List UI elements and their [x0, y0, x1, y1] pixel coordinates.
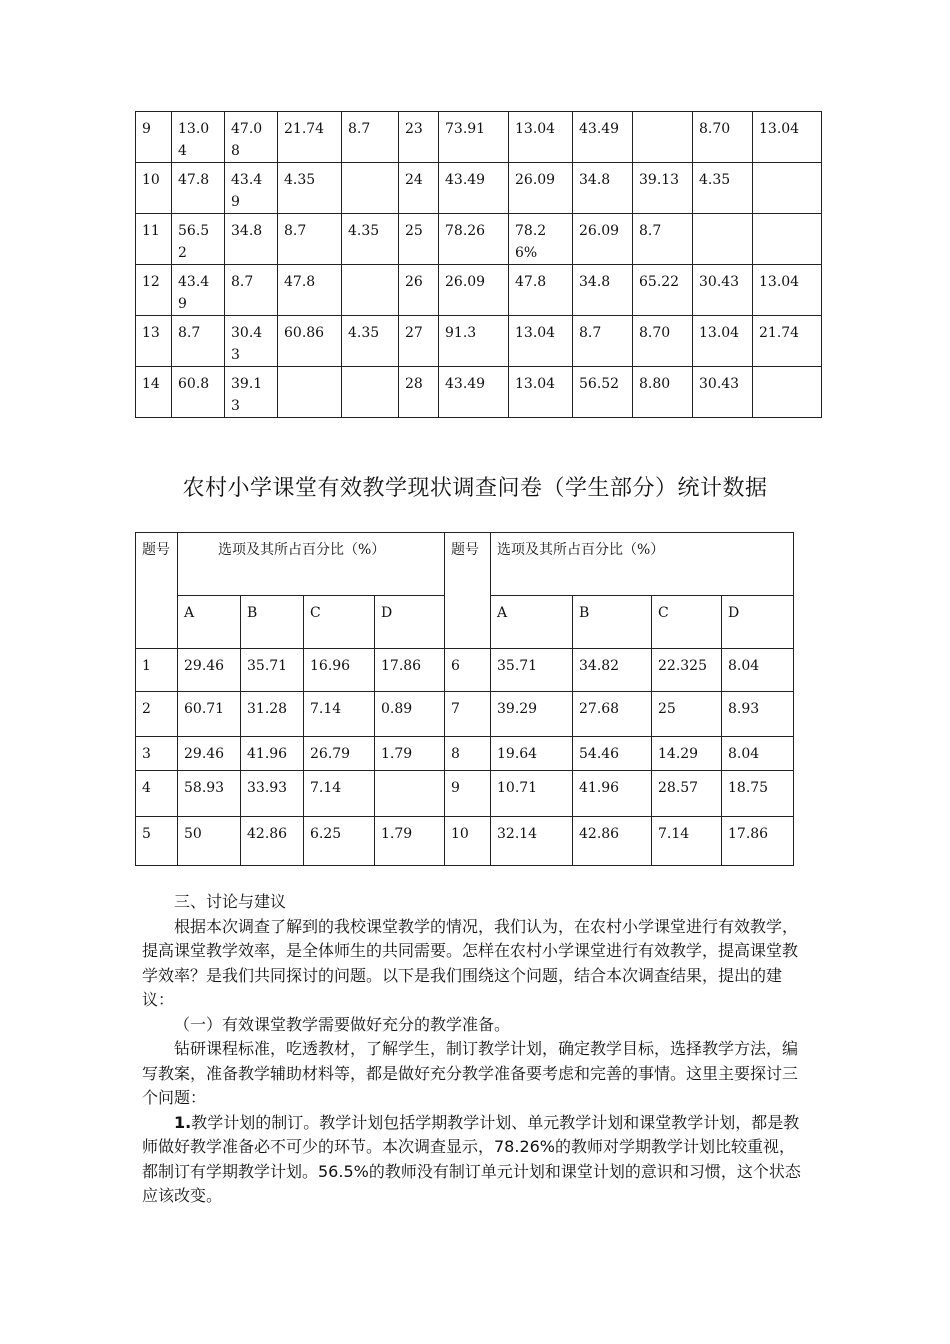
- table-cell: 30.43: [225, 316, 278, 367]
- table-cell: 73.91: [439, 112, 509, 163]
- table-cell: 30.43: [693, 367, 753, 418]
- qnum-header: 题号: [136, 533, 178, 649]
- table-cell: 35.71: [491, 649, 573, 692]
- table-cell: 19.64: [491, 737, 573, 771]
- table-cell: 39.29: [491, 692, 573, 737]
- item-number: 1.: [174, 1112, 192, 1132]
- table-cell: 10.71: [491, 771, 573, 817]
- table-cell: 33.93: [241, 771, 304, 817]
- table-cell: 41.96: [573, 771, 652, 817]
- table-cell: 91.3: [439, 316, 509, 367]
- table-cell: 13.04: [509, 367, 573, 418]
- table-cell: 0.89: [375, 692, 445, 737]
- option-d-header: D: [375, 596, 445, 649]
- table-cell: 78.26%: [509, 214, 573, 265]
- table-cell: 24: [399, 163, 439, 214]
- table-cell: 3: [136, 737, 178, 771]
- table-cell: 29.46: [178, 737, 241, 771]
- table-cell: 25: [399, 214, 439, 265]
- table-cell: [342, 265, 399, 316]
- table-cell: 47.08: [225, 112, 278, 163]
- student-survey-table: [135, 532, 794, 866]
- table-cell: 26.09: [439, 265, 509, 316]
- option-a-header: A: [178, 596, 241, 649]
- table-cell: 6.25: [304, 817, 375, 866]
- table-cell: 30.43: [693, 265, 753, 316]
- table-cell: 4.35: [342, 214, 399, 265]
- table-cell: 4.35: [693, 163, 753, 214]
- table-cell: [375, 771, 445, 817]
- paragraph: 钻研课程标准，吃透教材，了解学生，制订教学计划，确定教学目标，选择教学方法，编写教案，准备教学辅助材料等，都是做好充分教学准备要考虑和完善的事情。这里主要探讨三个问题：: [142, 1039, 799, 1107]
- table-cell: 34.8: [573, 265, 633, 316]
- table-cell: [753, 367, 822, 418]
- table-cell: 39.13: [225, 367, 278, 418]
- table-cell: 42.86: [241, 817, 304, 866]
- table-cell: 25: [652, 692, 722, 737]
- table-cell: 14: [136, 367, 172, 418]
- table-cell: 27.68: [573, 692, 652, 737]
- table-cell: 31.28: [241, 692, 304, 737]
- table-cell: 7.14: [304, 692, 375, 737]
- table-cell: 50: [178, 817, 241, 866]
- table-cell: 4: [136, 771, 178, 817]
- table-cell: 21.74: [753, 316, 822, 367]
- table-cell: 9: [445, 771, 491, 817]
- table-cell: 16.96: [304, 649, 375, 692]
- table-cell: 8.7: [278, 214, 342, 265]
- table-cell: [633, 112, 693, 163]
- table-cell: 8.93: [722, 692, 794, 737]
- qnum-header: 题号: [445, 533, 491, 649]
- table-cell: [342, 367, 399, 418]
- table-cell: 4.35: [278, 163, 342, 214]
- student-survey-table-title: 农村小学课堂有效教学现状调查问卷（学生部分）统计数据: [182, 476, 768, 501]
- table-row: [136, 737, 794, 771]
- table-row: [136, 367, 822, 418]
- table-row: [136, 214, 822, 265]
- option-a-header: A: [491, 596, 573, 649]
- table-cell: 17.86: [375, 649, 445, 692]
- table-row: [136, 649, 794, 692]
- table-cell: 58.93: [178, 771, 241, 817]
- table-cell: 35.71: [241, 649, 304, 692]
- table-cell: 13.04: [693, 316, 753, 367]
- table-cell: 78.26: [439, 214, 509, 265]
- table-cell: 47.8: [172, 163, 225, 214]
- table-cell: 2: [136, 692, 178, 737]
- table-cell: 26: [399, 265, 439, 316]
- table-cell: 22.325: [652, 649, 722, 692]
- table-cell: [753, 214, 822, 265]
- table-cell: 26.09: [509, 163, 573, 214]
- table-cell: 60.8: [172, 367, 225, 418]
- table-cell: 27: [399, 316, 439, 367]
- table-cell: 10: [136, 163, 172, 214]
- table-cell: 28: [399, 367, 439, 418]
- table-cell: [342, 163, 399, 214]
- table-cell: 13.04: [753, 112, 822, 163]
- table-cell: 8.04: [722, 649, 794, 692]
- subheading: （一）有效课堂教学需要做好充分的教学准备。: [174, 1014, 511, 1034]
- options-header: 选项及其所占百分比（%）: [491, 533, 794, 596]
- table-cell: 8.7: [342, 112, 399, 163]
- table-cell: 4.35: [342, 316, 399, 367]
- paragraph: [142, 1111, 810, 1209]
- table-cell: 13.04: [509, 112, 573, 163]
- table-cell: 9: [136, 112, 172, 163]
- discussion-section: [142, 890, 810, 1209]
- table-cell: 13.04: [172, 112, 225, 163]
- table-cell: [693, 214, 753, 265]
- table-cell: [753, 163, 822, 214]
- table-cell: 42.86: [573, 817, 652, 866]
- table-cell: 43.49: [439, 367, 509, 418]
- table-cell: 7.14: [652, 817, 722, 866]
- table-cell: 8.70: [633, 316, 693, 367]
- table-cell: 47.8: [509, 265, 573, 316]
- table-cell: 65.22: [633, 265, 693, 316]
- table-cell: 1.79: [375, 817, 445, 866]
- option-d-header: D: [722, 596, 794, 649]
- table-cell: 26.79: [304, 737, 375, 771]
- table-cell: 10: [445, 817, 491, 866]
- table-cell: 43.49: [439, 163, 509, 214]
- table-cell: 54.46: [573, 737, 652, 771]
- table-cell: 8.70: [693, 112, 753, 163]
- table-row: [136, 265, 822, 316]
- table-cell: 34.8: [573, 163, 633, 214]
- table-cell: 7.14: [304, 771, 375, 817]
- options-header: 选项及其所占百分比（%）: [178, 533, 445, 596]
- table-cell: 26.09: [573, 214, 633, 265]
- table-row: [136, 817, 794, 866]
- table-cell: 43.49: [225, 163, 278, 214]
- table-cell: 56.52: [573, 367, 633, 418]
- table-cell: 34.82: [573, 649, 652, 692]
- table-cell: 8.7: [172, 316, 225, 367]
- table-cell: 8.80: [633, 367, 693, 418]
- table-cell: 32.14: [491, 817, 573, 866]
- table-row: [136, 316, 822, 367]
- section-heading: 三、讨论与建议: [174, 892, 287, 911]
- table-row: [136, 163, 822, 214]
- table-cell: 7: [445, 692, 491, 737]
- table-cell: 8: [445, 737, 491, 771]
- table-cell: 28.57: [652, 771, 722, 817]
- table-cell: 60.71: [178, 692, 241, 737]
- teacher-survey-table-continued: [135, 111, 822, 418]
- table-cell: 43.49: [172, 265, 225, 316]
- table-cell: 1.79: [375, 737, 445, 771]
- table-row: [136, 112, 822, 163]
- option-b-header: B: [573, 596, 652, 649]
- table-cell: 12: [136, 265, 172, 316]
- table-cell: 14.29: [652, 737, 722, 771]
- paragraph: 根据本次调查了解到的我校课堂教学的情况，我们认为，在农村小学课堂进行有效教学，提高课堂教学效率，是全体师生的共同需要。怎样在农村小学课堂进行有效教学，提高课堂教学效率？是我们共同探讨的问题。以下是我们围绕这个问题，结合本次调查结果，提出的建议：: [142, 916, 799, 1009]
- table-cell: 8.04: [722, 737, 794, 771]
- table-cell: 56.52: [172, 214, 225, 265]
- table-cell: 43.49: [573, 112, 633, 163]
- table-cell: 8.7: [633, 214, 693, 265]
- table-cell: 39.13: [633, 163, 693, 214]
- table-cell: 13: [136, 316, 172, 367]
- table-cell: 17.86: [722, 817, 794, 866]
- table-cell: 5: [136, 817, 178, 866]
- table-cell: 6: [445, 649, 491, 692]
- table-cell: 8.7: [573, 316, 633, 367]
- table-cell: 47.8: [278, 265, 342, 316]
- table-cell: 23: [399, 112, 439, 163]
- option-b-header: B: [241, 596, 304, 649]
- table-cell: 34.8: [225, 214, 278, 265]
- table-cell: 8.7: [225, 265, 278, 316]
- table-row: [136, 692, 794, 737]
- table-row: [136, 771, 794, 817]
- table-cell: 11: [136, 214, 172, 265]
- option-c-header: C: [304, 596, 375, 649]
- table-cell: [278, 367, 342, 418]
- table-cell: 13.04: [753, 265, 822, 316]
- table-cell: 29.46: [178, 649, 241, 692]
- table-cell: 21.74: [278, 112, 342, 163]
- table-cell: 13.04: [509, 316, 573, 367]
- item-text: 教学计划的制订。教学计划包括学期教学计划、单元教学计划和课堂教学计划，都是教师做好教学准备必不可少的环节。本次调查显示，78.26%的教师对学期教学计划比较重视，都制订有学期教学计划。56.5%的教师没有制订单元计划和课堂计划的意识和习惯，这个状态应该改变。: [142, 1112, 801, 1205]
- table-cell: 18.75: [722, 771, 794, 817]
- table-cell: 1: [136, 649, 178, 692]
- table-cell: 41.96: [241, 737, 304, 771]
- option-c-header: C: [652, 596, 722, 649]
- table-cell: 60.86: [278, 316, 342, 367]
